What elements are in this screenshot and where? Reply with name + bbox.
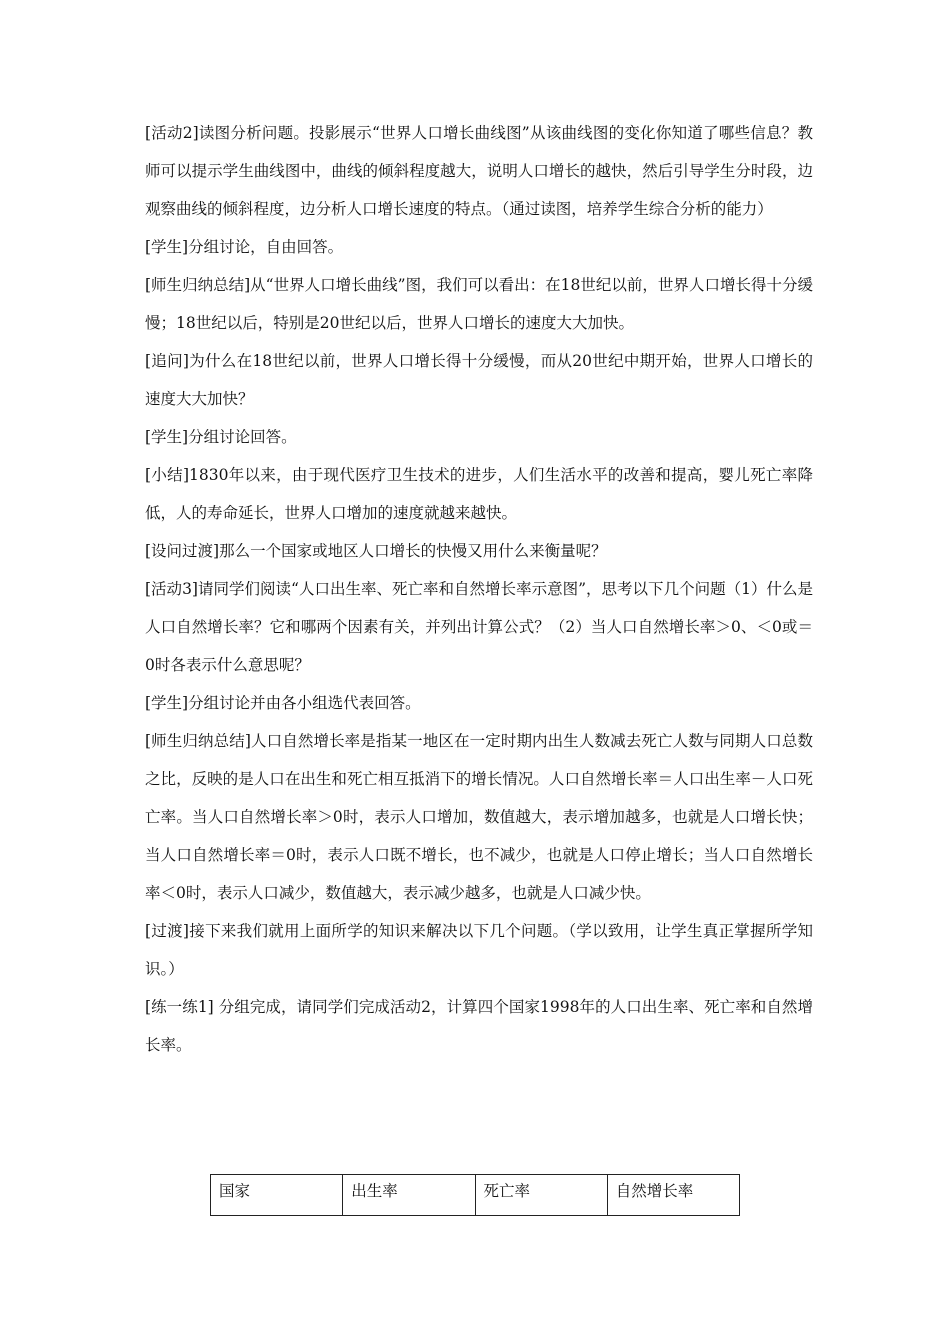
- paragraph-group-answer: [学生]分组讨论并由各小组选代表回答。: [145, 694, 421, 712]
- paragraph-growth-rate-summary: [师生归纳总结]人口自然增长率是指某一地区在一定时期内出生人数减去死亡人数与同期人口总数之比，反映的是人口在出生和死亡相互抵消下的增长情况。人口自然增长率＝人口出生率－人口死亡率。当人口自然增长率＞0时，表示人口增加，数值越大，表示增加越多，也就是人口增长快；当人口自然增长率＝0时，表示人口既不增长，也不减少，也就是人口停止增长；当人口自然增长率＜0时，表示人口减少，数值越大，表示减少越多，也就是人口减少快。: [145, 732, 813, 902]
- paragraph-student-discussion: [学生]分组讨论，自由回答。: [145, 238, 344, 256]
- paragraph-transition-question: [设问过渡]那么一个国家或地区人口增长的快慢又用什么来衡量呢？: [145, 542, 607, 560]
- rates-table-container: [210, 1174, 740, 1216]
- table-header-country: 国家: [211, 1175, 343, 1216]
- paragraph-exercise-1: [练一练1] 分组完成，请同学们完成活动2，计算四个国家1998年的人口出生率、死亡率和自然增长率。: [145, 998, 813, 1054]
- table-header-natural-growth-rate: 自然增长率: [607, 1175, 739, 1216]
- table-header-death-rate: 死亡率: [475, 1175, 607, 1216]
- paragraph-follow-up-question: [追问]为什么在18世纪以前，世界人口增长得十分缓慢，而从20世纪中期开始，世界人口增长的速度大大加快？: [145, 352, 813, 408]
- document-body: [145, 114, 813, 1064]
- paragraph-activity-3: [活动3]请同学们阅读“人口出生率、死亡率和自然增长率示意图”，思考以下几个问题（1）什么是人口自然增长率？它和哪两个因素有关，并列出计算公式？（2）当人口自然增长率＞0、＜0或＝0时各表示什么意思呢？: [145, 580, 813, 674]
- rates-table: [210, 1174, 740, 1216]
- paragraph-conclusion: [小结]1830年以来，由于现代医疗卫生技术的进步，人们生活水平的改善和提高，婴儿死亡率降低，人的寿命延长，世界人口增加的速度就越来越快。: [145, 466, 813, 522]
- table-header-birth-rate: 出生率: [343, 1175, 475, 1216]
- paragraph-activity-2: [活动2]读图分析问题。投影展示“世界人口增长曲线图”从该曲线图的变化你知道了哪些信息？教师可以提示学生曲线图中，曲线的倾斜程度越大，说明人口增长的越快，然后引导学生分时段，边观察曲线的倾斜程度，边分析人口增长速度的特点。（通过读图，培养学生综合分析的能力）: [145, 124, 813, 218]
- paragraph-transition: [过渡]接下来我们就用上面所学的知识来解决以下几个问题。（学以致用，让学生真正掌握所学知识。）: [145, 922, 813, 978]
- paragraph-student-answer: [学生]分组讨论回答。: [145, 428, 297, 446]
- table-header-row: [211, 1175, 740, 1216]
- paragraph-summary-curve: [师生归纳总结]从“世界人口增长曲线”图，我们可以看出：在18世纪以前，世界人口增长得十分缓慢；18世纪以后，特别是20世纪以后，世界人口增长的速度大大加快。: [145, 276, 813, 332]
